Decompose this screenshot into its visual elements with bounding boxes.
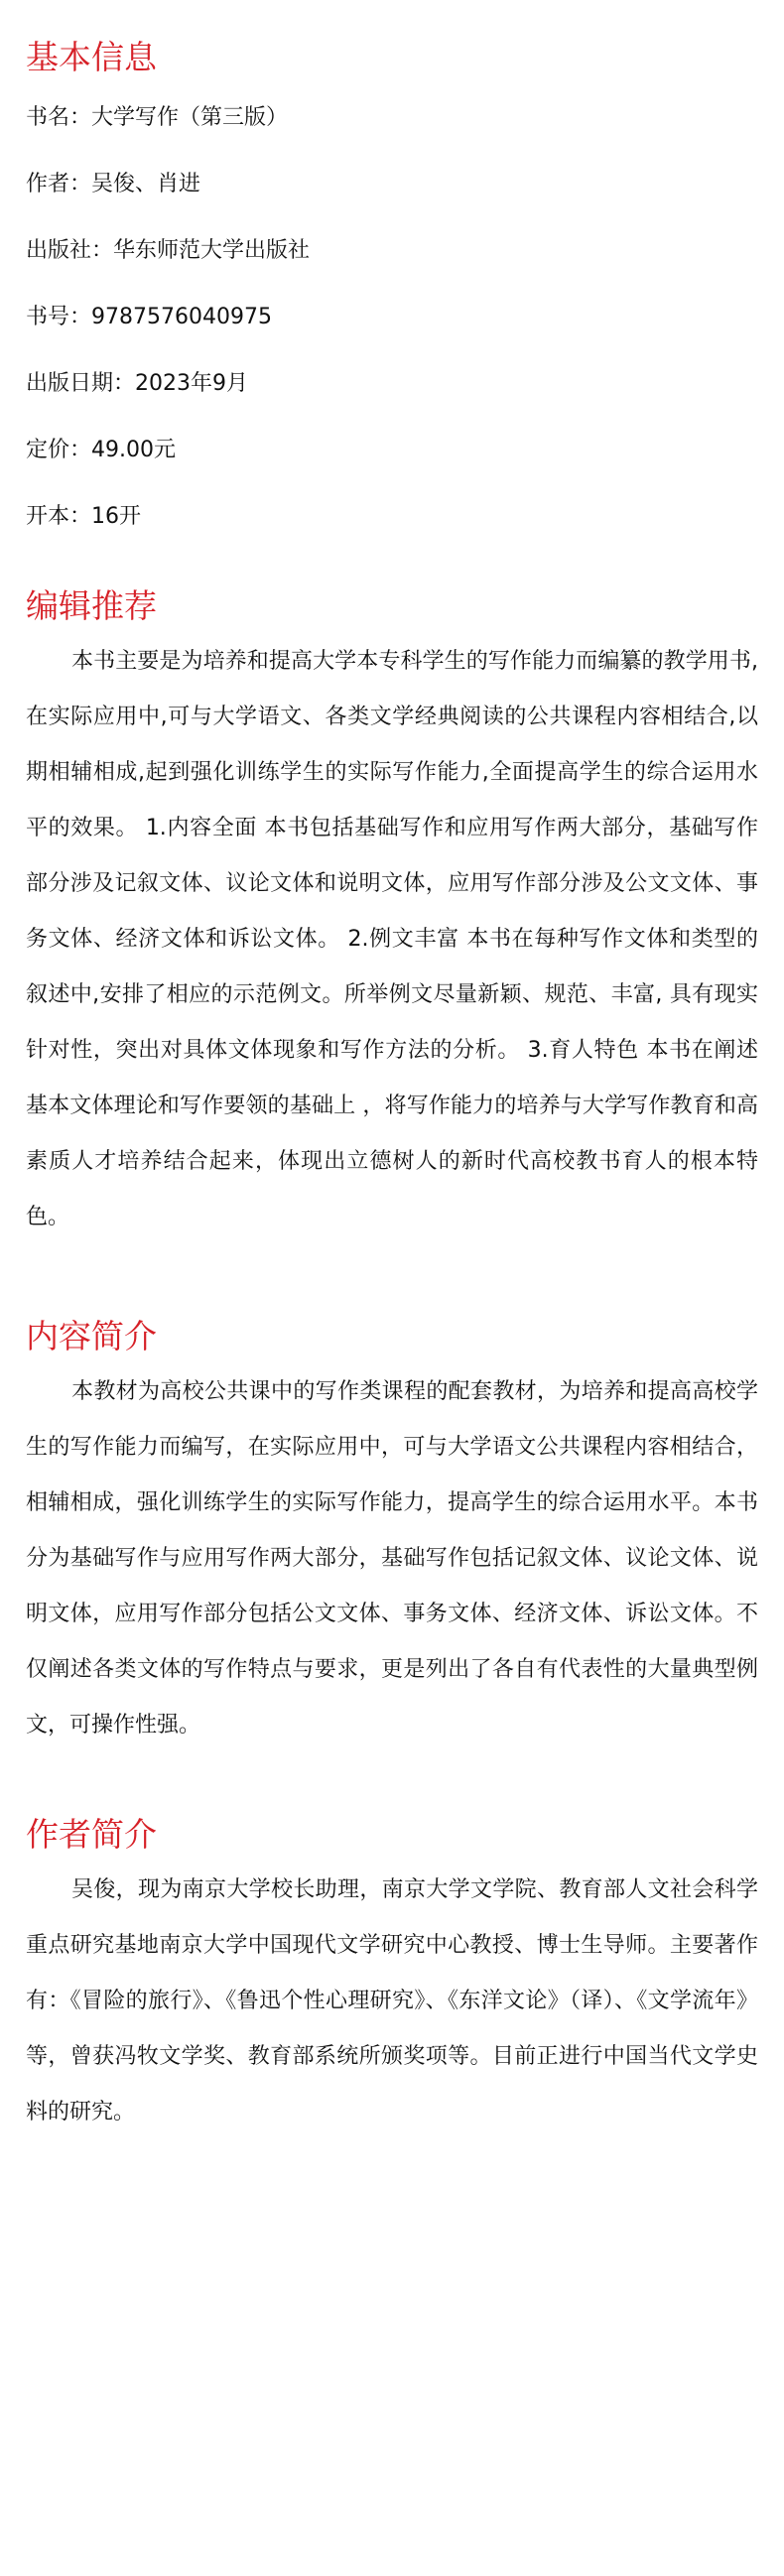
content-intro-section: [26, 1317, 758, 1753]
format-line: 开本：16开: [26, 504, 141, 529]
author-intro-text: 吴俊，现为南京大学校长助理，南京大学文学院、教育部人文社会科学重点研究基地南京大学中国现代文学研究中心教授、博士生导师。主要著作有：《冒险的旅行》、《鲁迅个性心理研究》、《东洋文论》（译）、《文学流年》等，曾获冯牧文学奖、教育部系统所颁奖项等。目前正进行中国当代文学史料的研究。: [26, 1877, 758, 2125]
author-line: 作者：吴俊、肖进: [26, 172, 201, 196]
book-title-line: 书名：大学写作（第三版）: [26, 105, 289, 130]
isbn-line: 书号：9787576040975: [26, 305, 272, 329]
content-intro-title: 内容简介: [26, 1317, 157, 1355]
editor-recommendation-title: 编辑推荐: [26, 586, 157, 625]
author-intro-section: [26, 1815, 758, 2140]
editor-recommendation-section: [26, 586, 758, 1245]
publish-date-line: 出版日期：2023年9月: [26, 371, 248, 396]
price-line: 定价：49.00元: [26, 438, 176, 462]
basic-info-section: [26, 0, 758, 532]
basic-info-title: 基本信息: [26, 38, 157, 76]
editor-recommendation-text: 本书主要是为培养和提高大学本专科学生的写作能力而编纂的教学用书,在实际应用中,可与大学语文、各类文学经典阅读的公共课程内容相结合,以期相辅相成,起到强化训练学生的实际写作能力,全面提高学生的综合运用水平的效果。 1.内容全面 本书包括基础写作和应用写作两大部分，基础写作部分涉及记叙文体、议论文体和说明文体，应用写作部分涉及公文文体、事务文体、经济文体和诉讼文体。 2.例文丰富 本书在每种写作文体和类型的叙述中,安排了相应的示范例文。所举例文尽量新颖、规范、丰富, 具有现实针对性，突出对具体文体现象和写作方法的分析。 3.育人特色 本书在阐述基本文体理论和写作要领的基础上 ，将写作能力的培养与大学写作教育和高素质人才培养结合起来，体现出立德树人的新时代高校教书育人的根本特色。: [26, 649, 758, 1229]
publisher-line: 出版社：华东师范大学出版社: [26, 238, 311, 263]
content-intro-text: 本教材为高校公共课中的写作类课程的配套教材，为培养和提高高校学生的写作能力而编写，在实际应用中，可与大学语文公共课程内容相结合，相辅相成，强化训练学生的实际写作能力，提高学生的综合运用水平。本书分为基础写作与应用写作两大部分，基础写作包括记叙文体、议论文体、说明文体，应用写作部分包括公文文体、事务文体、经济文体、诉讼文体。不仅阐述各类文体的写作特点与要求，更是列出了各自有代表性的大量典型例文，可操作性强。: [26, 1379, 758, 1738]
author-intro-title: 作者简介: [26, 1815, 157, 1854]
